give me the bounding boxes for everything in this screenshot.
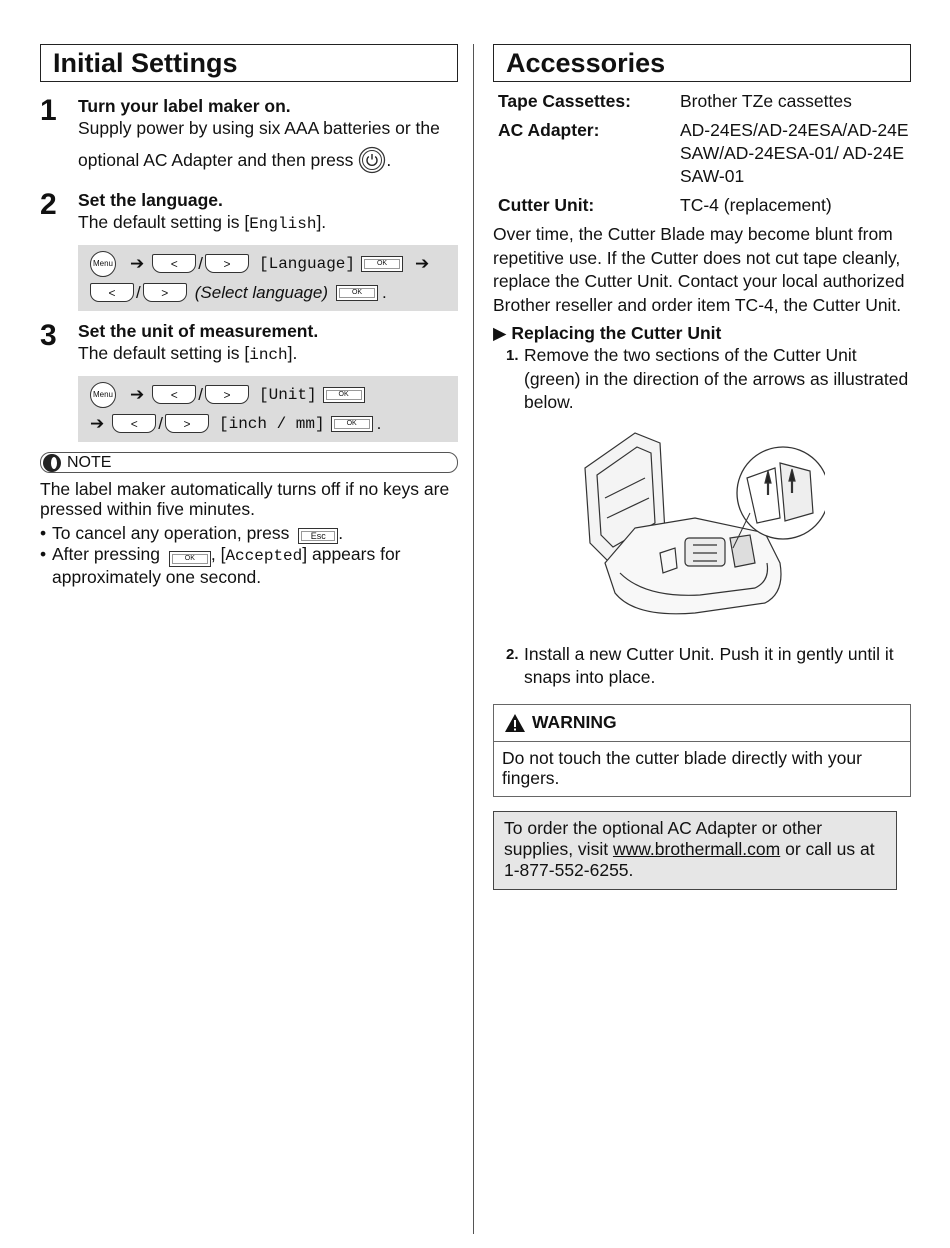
ok-key-icon: OK bbox=[331, 416, 373, 432]
triangle-right-icon: ▶ bbox=[493, 323, 507, 343]
note-text: The label maker automatically turns off if no keys are pressed within five minutes. bbox=[40, 479, 450, 519]
replace-step-2: 2. Install a new Cutter Unit. Push it in gently until it snaps into place. bbox=[506, 643, 894, 687]
step-2 bbox=[40, 190, 458, 236]
unit-key-row-1: Menu ➔ < / > [Unit] OK bbox=[90, 380, 446, 409]
unit-options-label: inch / mm bbox=[228, 414, 316, 433]
column-divider bbox=[473, 44, 474, 1234]
step-3-number: 3 bbox=[40, 319, 57, 352]
step-3-body: The default setting is [inch]. bbox=[78, 343, 298, 364]
ok-key-icon: OK bbox=[323, 387, 365, 403]
menu-key-icon: Menu bbox=[90, 251, 116, 277]
replace-step-1: 1. Remove the two sections of the Cutter Unit (green) in the direction of the arrows as illustrated below. bbox=[506, 345, 909, 412]
unit-setting-label: Unit bbox=[268, 385, 307, 404]
accessories-heading: Accessories bbox=[493, 44, 911, 82]
accessories-table bbox=[493, 90, 911, 217]
menu-key-icon: Menu bbox=[90, 382, 116, 408]
arrow-right-icon: ➔ bbox=[130, 253, 145, 273]
step-3-title: Set the unit of measurement. bbox=[78, 321, 319, 341]
right-key-icon: > bbox=[205, 254, 249, 273]
unit-key-sequence bbox=[78, 376, 458, 442]
ok-key-icon: OK bbox=[169, 551, 211, 567]
select-language-text: (Select language) bbox=[194, 282, 328, 302]
note-header bbox=[40, 452, 458, 473]
brothermall-link[interactable]: www.brothermall.com bbox=[612, 838, 781, 859]
right-key-icon: > bbox=[165, 414, 209, 433]
arrow-right-icon: ➔ bbox=[90, 413, 105, 433]
warning-text: Do not touch the cutter blade directly with your fingers. bbox=[502, 747, 862, 788]
order-info-box: To order the optional AC Adapter or other supplies, visit www.brothermall.com or call us at 1-877-552-6255. bbox=[493, 811, 897, 890]
step-1-body-b bbox=[78, 146, 458, 174]
cutter-blade-paragraph: Over time, the Cutter Blade may become blunt from repetitive use. If the Cutter does not cut tape cleanly, replace the Cutter Unit. Contact your local authorized Brother reseller and order item TC-4, the Cutter Unit. bbox=[493, 224, 905, 315]
warning-header bbox=[494, 705, 910, 742]
accessory-row: Tape Cassettes: Brother TZe cassettes bbox=[498, 91, 852, 111]
right-key-icon: > bbox=[205, 385, 249, 404]
language-key-row-1: Menu ➔ < / > [Language] OK ➔ bbox=[90, 249, 446, 278]
initial-settings-heading: Initial Settings bbox=[40, 44, 458, 82]
accessory-row: Cutter Unit: TC-4 (replacement) bbox=[498, 195, 832, 215]
ok-key-icon: OK bbox=[361, 256, 403, 272]
arrow-right-icon: ➔ bbox=[130, 384, 145, 404]
left-key-icon: < bbox=[152, 385, 196, 404]
unit-key-row-2: ➔ < / > [inch / mm] OK . bbox=[90, 413, 382, 433]
initial-settings-section bbox=[40, 44, 458, 587]
accepted-text: Accepted bbox=[225, 547, 303, 565]
replacing-cutter-heading: ▶ Replacing the Cutter Unit bbox=[493, 323, 722, 343]
step-3 bbox=[40, 321, 458, 367]
language-setting-label: Language bbox=[268, 254, 346, 273]
step-1-body-end: . bbox=[386, 149, 392, 170]
cutter-unit-illustration bbox=[575, 423, 825, 623]
power-icon bbox=[358, 146, 386, 174]
accessory-row: AC Adapter: AD-24ES/AD-24ESA/AD-24ESAW/AD-24ESA-01/ AD-24ESAW-01 bbox=[498, 120, 909, 186]
warning-title: WARNING bbox=[532, 712, 617, 732]
note-bullet-1: • To cancel any operation, press Esc . bbox=[40, 523, 458, 544]
step-2-number: 2 bbox=[40, 188, 57, 221]
right-key-icon: > bbox=[143, 283, 187, 302]
step-2-title: Set the language. bbox=[78, 190, 223, 210]
language-key-sequence bbox=[78, 245, 458, 311]
left-key-icon: < bbox=[152, 254, 196, 273]
default-language-value: English bbox=[249, 215, 317, 233]
note-bullet-2: • After pressing OK , [Accepted] appears for approximately one second. bbox=[40, 544, 458, 587]
ok-key-icon: OK bbox=[336, 285, 378, 301]
step-1-body-a: Supply power by using six AAA batteries or the bbox=[78, 118, 440, 138]
arrow-right-icon: ➔ bbox=[415, 253, 430, 273]
accessories-section bbox=[493, 44, 911, 890]
step-1-body-b-text: optional AC Adapter and then press bbox=[78, 149, 354, 170]
language-key-row-2: < / > (Select language) OK . bbox=[90, 278, 446, 307]
left-key-icon: < bbox=[90, 283, 134, 302]
warning-triangle-icon bbox=[504, 713, 526, 733]
note-label: NOTE bbox=[67, 453, 112, 471]
note-icon bbox=[43, 454, 61, 472]
default-unit-value: inch bbox=[249, 346, 288, 364]
step-1 bbox=[40, 96, 458, 174]
esc-key-icon: Esc bbox=[298, 528, 338, 544]
step-1-title: Turn your label maker on. bbox=[78, 96, 291, 116]
step-2-body: The default setting is [English]. bbox=[78, 212, 327, 233]
left-key-icon: < bbox=[112, 414, 156, 433]
warning-box bbox=[493, 704, 911, 797]
step-1-number: 1 bbox=[40, 94, 57, 127]
